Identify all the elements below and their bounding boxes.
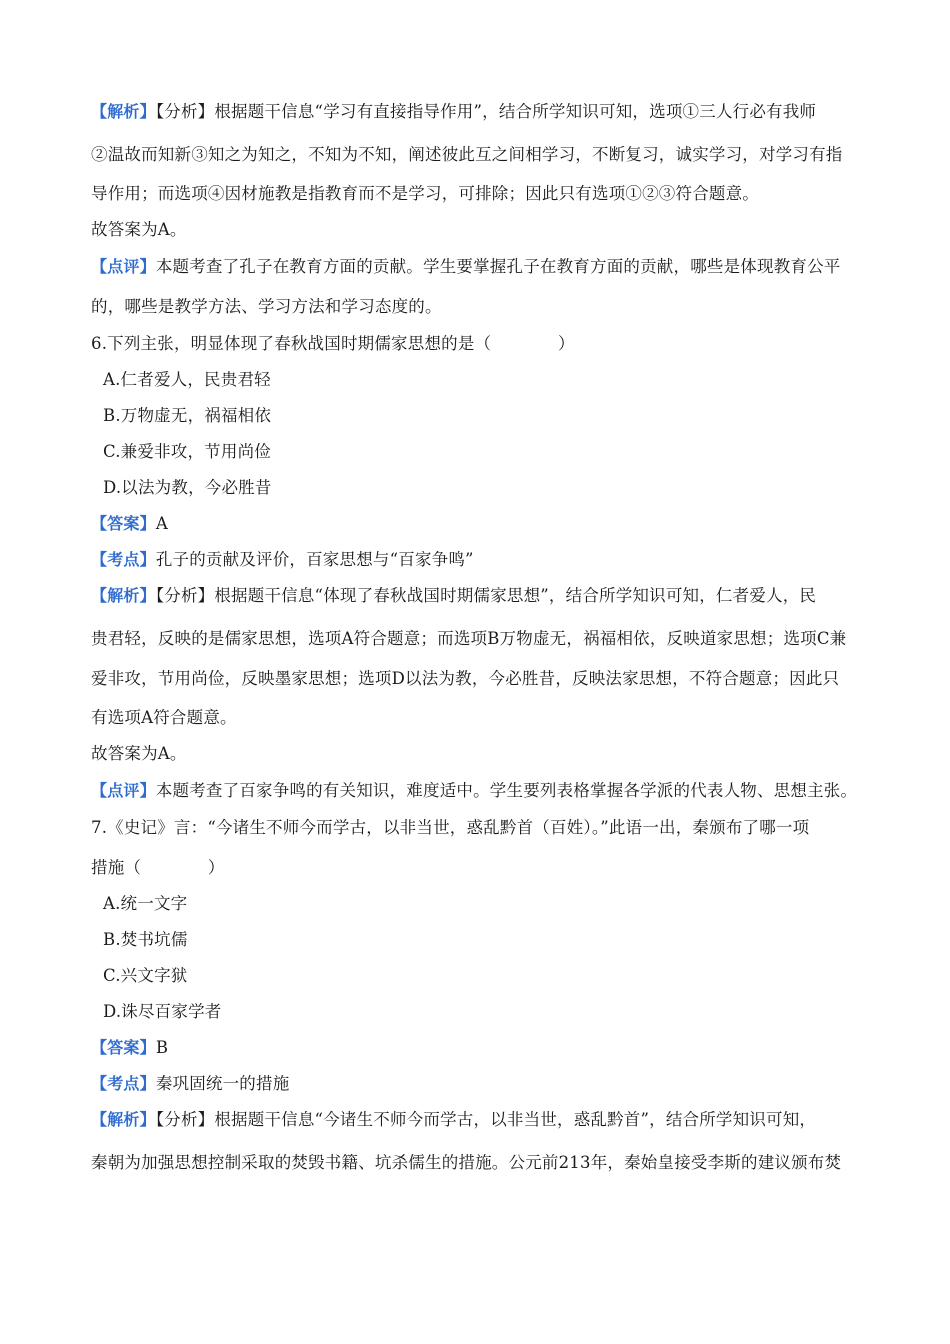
q7-answer: 【答案】B <box>91 1038 169 1057</box>
q5-comment-line-2: 的，哪些是教学方法、学习方法和学习态度的。 <box>91 297 442 316</box>
q6-stem: 6.下列主张，明显体现了春秋战国时期儒家思想的是（ ） <box>91 334 575 353</box>
q7-stem-line-2: 措施（ ） <box>91 858 225 877</box>
q6-comment: 【点评】本题考查了百家争鸣的有关知识，难度适中。学生要列表格掌握各学派的代表人物、思想主张。 <box>91 781 858 800</box>
q6-knowledge-point: 【考点】孔子的贡献及评价，百家思想与“百家争鸣” <box>91 550 474 569</box>
q6-option-d: D.以法为教，今必胜昔 <box>103 478 272 497</box>
q6-analysis-line-4: 有选项A符合题意。 <box>91 708 237 727</box>
q7-analysis-line-1: 【解析】【分析】根据题干信息“今诸生不师今而学古，以非当世，惑乱黔首”，结合所学知识可知， <box>91 1110 817 1129</box>
answer-tag: 【答案】 <box>91 1038 156 1057</box>
analysis-tag: 【解析】 <box>91 586 156 605</box>
q5-answer-line: 故答案为A。 <box>91 220 187 239</box>
q6-analysis-line-1: 【解析】【分析】根据题干信息“体现了春秋战国时期儒家思想”，结合所学知识可知，仁者爱人，民 <box>91 586 817 605</box>
answer-tag: 【答案】 <box>91 514 156 533</box>
comment-tag: 【点评】 <box>91 257 156 276</box>
analysis-tag: 【解析】 <box>91 1110 156 1129</box>
q5-comment-line-1: 【点评】本题考查了孔子在教育方面的贡献。学生要掌握孔子在教育方面的贡献，哪些是体现教育公平 <box>91 257 841 276</box>
knowledge-point-tag: 【考点】 <box>91 1074 156 1093</box>
q7-analysis-line-2: 秦朝为加强思想控制采取的焚毁书籍、坑杀儒生的措施。公元前213年，秦始皇接受李斯的建议颁布焚 <box>91 1153 842 1172</box>
q7-stem-line-1: 7.《史记》言：“今诸生不师今而学古，以非当世，惑乱黔首（百姓）。”此语一出，秦颁布了哪一项 <box>91 818 810 837</box>
q6-option-b: B.万物虚无，祸福相依 <box>103 406 272 425</box>
q5-analysis-line-1: 【解析】【分析】根据题干信息“学习有直接指导作用”，结合所学知识可知，选项①三人行必有我师 <box>91 102 817 121</box>
q6-answer-line: 故答案为A。 <box>91 744 187 763</box>
q7-option-a: A.统一文字 <box>103 894 188 913</box>
q6-option-a: A.仁者爱人，民贵君轻 <box>103 370 271 389</box>
q7-option-c: C.兴文字狱 <box>103 966 188 985</box>
q7-option-b: B.焚书坑儒 <box>103 930 188 949</box>
q6-option-c: C.兼爱非攻，节用尚俭 <box>103 442 271 461</box>
q7-knowledge-point: 【考点】秦巩固统一的措施 <box>91 1074 290 1093</box>
q5-analysis-line-2: ②温故而知新③知之为知之，不知为不知，阐述彼此互之间相学习，不断复习，诚实学习，对学习有指 <box>91 145 843 164</box>
analysis-tag: 【解析】 <box>91 102 156 121</box>
knowledge-point-tag: 【考点】 <box>91 550 156 569</box>
q6-analysis-line-2: 贵君轻，反映的是儒家思想，选项A符合题意；而选项B万物虚无，祸福相依，反映道家思想；选项C兼 <box>91 629 847 648</box>
q6-analysis-line-3: 爱非攻，节用尚俭，反映墨家思想；选项D以法为教，今必胜昔，反映法家思想，不符合题意；因此只 <box>91 669 840 688</box>
q6-answer: 【答案】A <box>91 514 168 533</box>
comment-tag: 【点评】 <box>91 781 156 800</box>
q7-option-d: D.诛尽百家学者 <box>103 1002 222 1021</box>
q5-analysis-line-3: 导作用；而选项④因材施教是指教育而不是学习，可排除；因此只有选项①②③符合题意。 <box>91 184 759 203</box>
